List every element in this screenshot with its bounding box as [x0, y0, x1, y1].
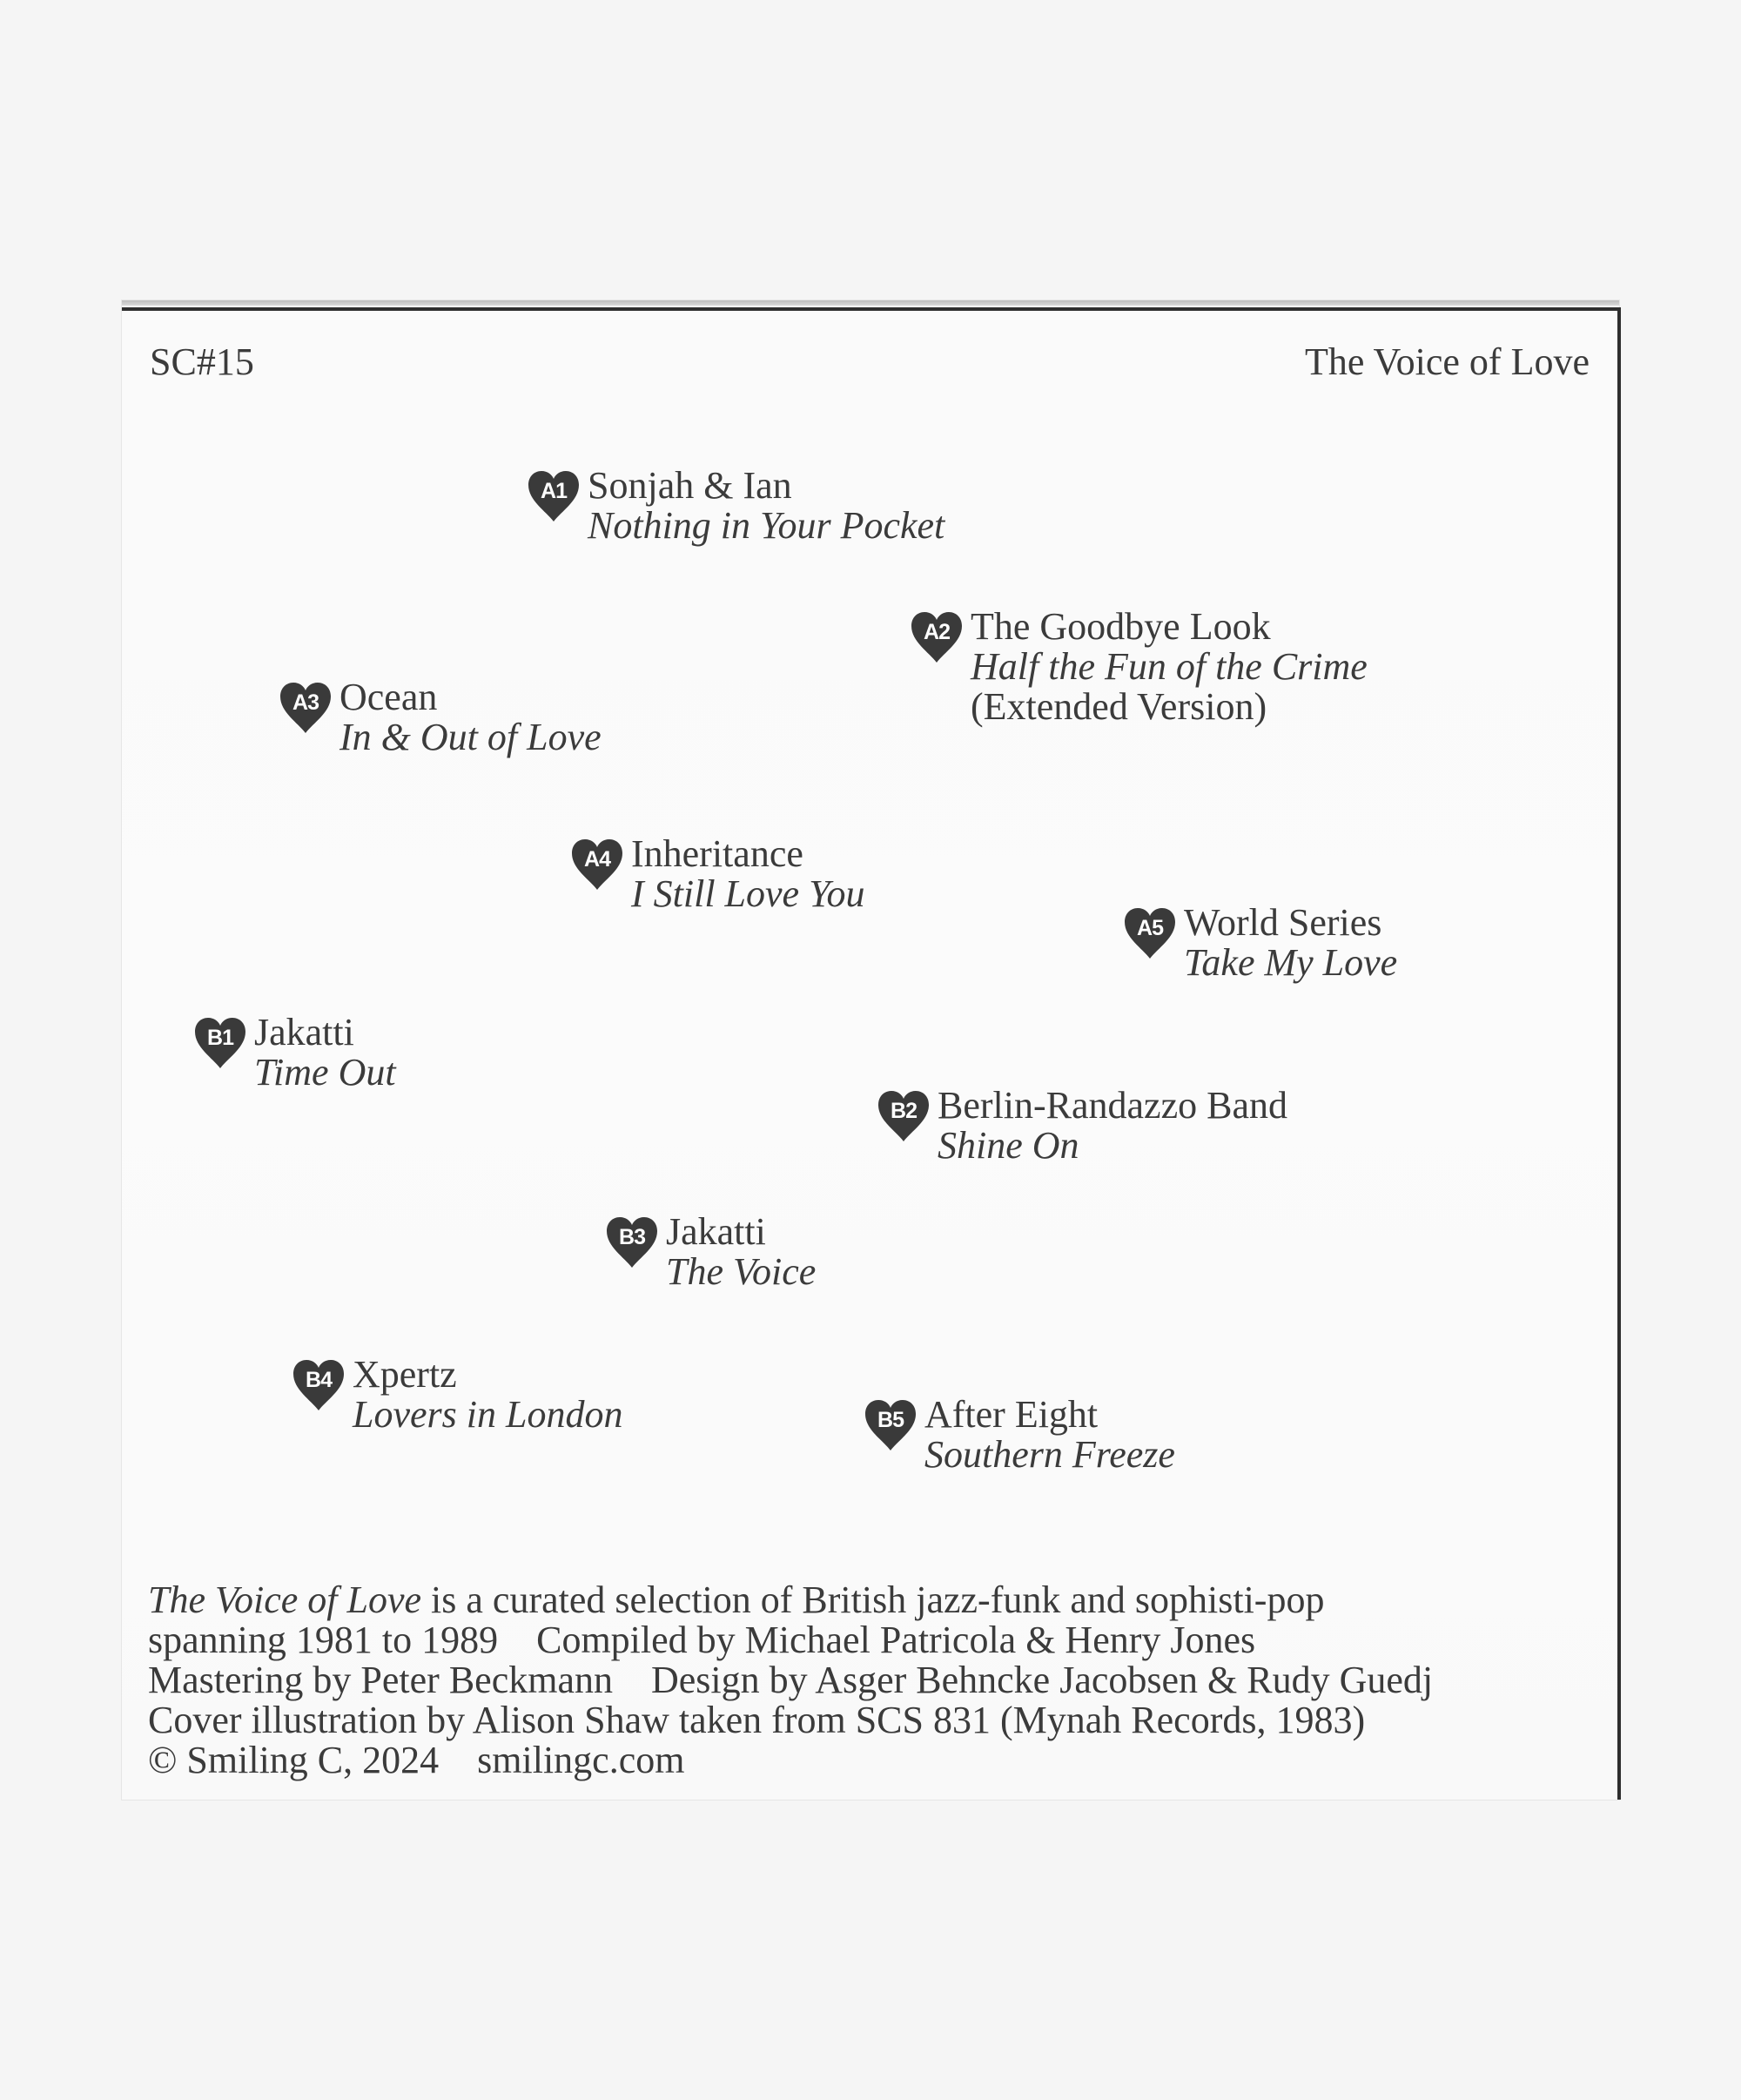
heart-icon [527, 469, 581, 523]
track-artist: Sonjah & Ian [588, 464, 792, 507]
track-b3 [605, 1212, 816, 1292]
track-position: A1 [541, 479, 567, 503]
credits-line-5: © Smiling C, 2024 smilingc.com [148, 1739, 685, 1781]
catalog-number: SC#15 [150, 340, 254, 383]
track-a1 [527, 466, 944, 546]
track-artist: Jakatti [666, 1210, 766, 1253]
track-position: A3 [292, 690, 319, 715]
track-b5 [864, 1395, 1175, 1475]
heart-icon [292, 1358, 346, 1412]
track-artist: World Series [1184, 901, 1382, 944]
track-artist: Berlin-Randazzo Band [938, 1084, 1287, 1127]
heart-icon [279, 681, 333, 735]
credits-line-3: Mastering by Peter Beckmann Design by Asger Behncke Jacobsen & Rudy Guedj [148, 1659, 1434, 1701]
track-artist: Ocean [339, 676, 438, 718]
track-position: B1 [207, 1026, 233, 1050]
credits-line-4: Cover illustration by Alison Shaw taken from SCS 831 (Mynah Records, 1983) [148, 1699, 1366, 1741]
track-title: Lovers in London [353, 1393, 623, 1436]
heart-icon [864, 1398, 918, 1452]
track-title: Shine On [938, 1124, 1079, 1167]
credits-album-title: The Voice of Love [148, 1578, 422, 1621]
track-artist: After Eight [924, 1393, 1099, 1436]
credits-line-2: spanning 1981 to 1989 Compiled by Michael Patricola & Henry Jones [148, 1619, 1256, 1661]
credits-line-1 [148, 1580, 1433, 1620]
track-artist: The Goodbye Look [971, 605, 1271, 648]
track-title: Take My Love [1184, 941, 1398, 984]
track-a5 [1123, 903, 1397, 983]
album-title: The Voice of Love [1304, 340, 1590, 383]
track-position: B3 [619, 1225, 645, 1249]
track-title: I Still Love You [631, 872, 865, 915]
track-artist: Inheritance [631, 832, 803, 875]
credits-block [148, 1580, 1433, 1780]
track-b2 [877, 1086, 1287, 1166]
track-position: B5 [877, 1408, 904, 1432]
track-title: Southern Freeze [924, 1433, 1175, 1476]
track-title: Time Out [254, 1051, 396, 1094]
heart-icon [1123, 906, 1177, 960]
heart-icon [877, 1089, 931, 1143]
credits-description: is a curated selection of British jazz-funk and sophisti-pop [421, 1578, 1325, 1621]
track-title: The Voice [666, 1250, 817, 1293]
track-b4 [292, 1355, 622, 1435]
record-sleeve-back [122, 300, 1619, 1800]
track-a4 [570, 834, 865, 914]
track-artist: Jakatti [254, 1011, 354, 1053]
heart-icon [570, 838, 624, 892]
sleeve-top-border [122, 307, 1619, 311]
sleeve-right-border [1617, 307, 1621, 1800]
track-b1 [193, 1013, 396, 1093]
track-position: B4 [306, 1368, 332, 1392]
track-position: B2 [891, 1099, 917, 1123]
track-artist: Xpertz [353, 1353, 457, 1396]
track-version: (Extended Version) [971, 685, 1267, 728]
track-title: Half the Fun of the Crime [971, 645, 1368, 688]
sleeve-top-edge [122, 300, 1619, 306]
track-position: A2 [924, 620, 950, 644]
track-position: A4 [584, 847, 610, 872]
heart-icon [910, 610, 964, 664]
heart-icon [193, 1016, 247, 1070]
track-title: In & Out of Love [339, 716, 602, 758]
track-position: A5 [1137, 916, 1163, 940]
heart-icon [605, 1215, 659, 1269]
track-title: Nothing in Your Pocket [588, 504, 945, 547]
track-a2 [910, 607, 1368, 727]
track-a3 [279, 677, 602, 757]
